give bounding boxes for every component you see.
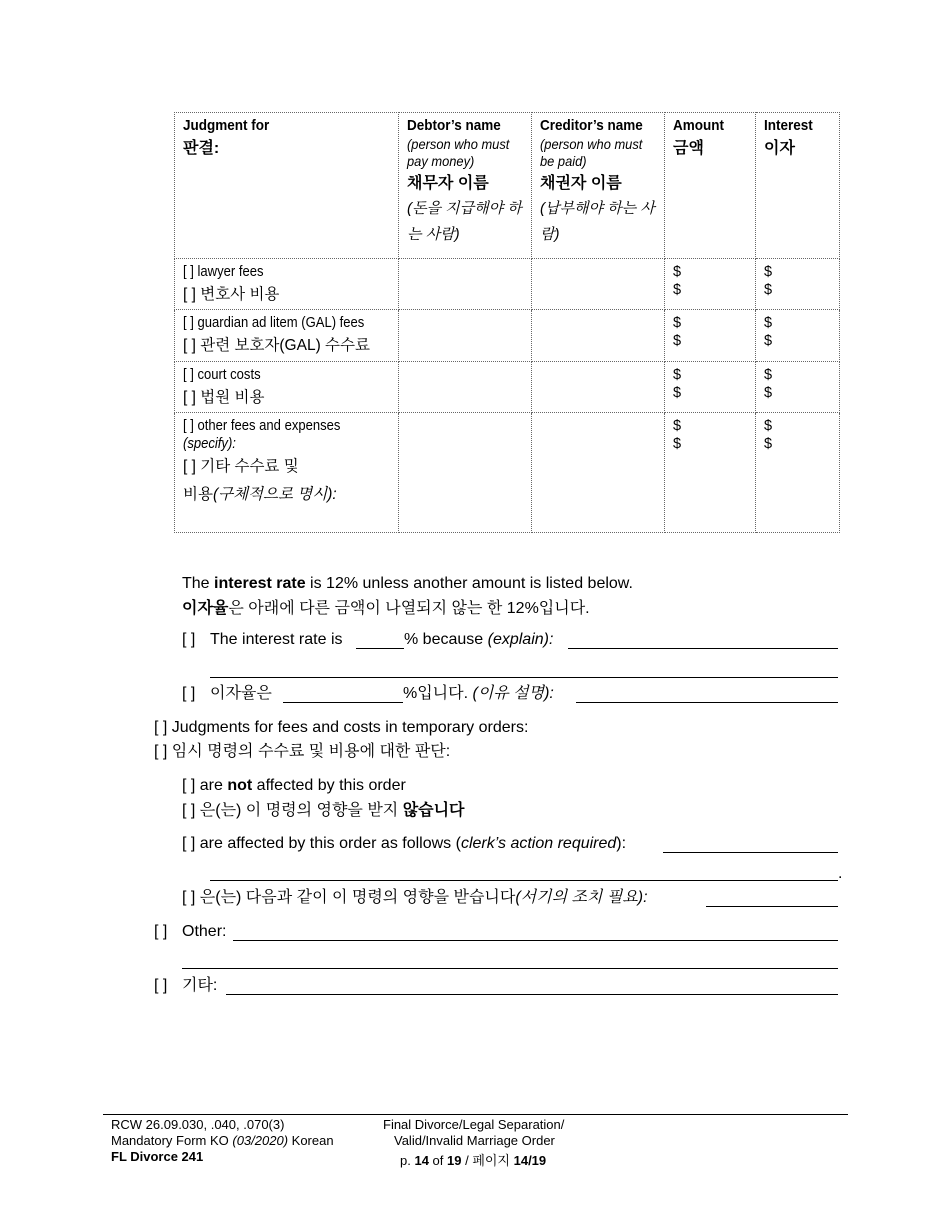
interest-option-ko-mid-text: %입니다. xyxy=(403,685,473,702)
header-creditor-sub: (person who must be paid) xyxy=(540,135,643,170)
footer-rcw: RCW 26.09.030, .040, .070(3) xyxy=(111,1117,285,1132)
dollar-sign: $ xyxy=(764,315,773,332)
debtor-cell[interactable] xyxy=(399,412,532,532)
interest-rate-statement-ko xyxy=(182,599,590,619)
header-creditor xyxy=(532,113,665,259)
header-debtor-ko: 채무자 이름 xyxy=(407,174,489,192)
judgment-cell[interactable] xyxy=(175,259,399,310)
row-label-en: [ ] other fees and expenses xyxy=(183,417,341,434)
footer-page-ko: 14/19 xyxy=(513,1153,547,1168)
header-judgment-ko: 판결: xyxy=(183,139,220,157)
footer-divider xyxy=(103,1114,848,1115)
table-row-court-costs xyxy=(175,361,840,412)
footer-page-num: 14 xyxy=(414,1153,429,1168)
amount-cell[interactable] xyxy=(665,310,756,361)
interest-option-ko-pre: 이자율은 xyxy=(210,685,272,702)
table-row-lawyer-fees xyxy=(175,259,840,310)
temporary-orders-heading-ko: [ ] 임시 명령의 수수료 및 비용에 대한 판단: xyxy=(154,743,451,760)
table-row-gal-fees xyxy=(175,310,840,361)
affected-ko-italic: (서기의 조치 필요): xyxy=(515,889,648,906)
not-affected-ko-bold: 않습니다 xyxy=(402,802,465,819)
explain-blank-2[interactable] xyxy=(210,677,838,678)
footer-form xyxy=(111,1133,334,1149)
other-label-en: Other: xyxy=(182,923,227,940)
interest-rate-blank-ko[interactable] xyxy=(283,702,403,703)
row-label-ko2 xyxy=(183,485,390,505)
footer-page-ko-pre: / 페이지 xyxy=(461,1153,514,1168)
header-debtor-en: Debtor’s name xyxy=(407,117,501,134)
debtor-cell[interactable] xyxy=(399,361,532,412)
affected-en-italic: clerk’s action required xyxy=(460,835,617,852)
affected-option-en[interactable] xyxy=(182,834,626,854)
table-row-other-fees xyxy=(175,412,840,532)
judgment-cell[interactable] xyxy=(175,361,399,412)
header-judgment xyxy=(175,113,399,259)
other-blank-1[interactable] xyxy=(233,940,838,941)
dollar-sign: $ xyxy=(764,366,773,383)
not-affected-option-en[interactable] xyxy=(182,776,406,796)
not-affected-en-bold: not xyxy=(227,777,253,794)
interest-cell[interactable] xyxy=(756,310,840,361)
creditor-cell[interactable] xyxy=(532,259,665,310)
footer-page xyxy=(400,1153,546,1169)
affected-option-ko xyxy=(182,888,648,908)
affected-ko-pre: [ ] 은(는) 다음과 같이 이 명령의 영향을 받습니다 xyxy=(182,889,516,906)
footer-title-1: Final Divorce/Legal Separation/ xyxy=(383,1117,565,1132)
row-label-ko2-specify: (구체적으로 명시): xyxy=(212,486,337,504)
creditor-cell[interactable] xyxy=(532,310,665,361)
footer-form-pre: Mandatory Form KO xyxy=(111,1133,233,1148)
amount-cell[interactable] xyxy=(665,412,756,532)
dollar-sign: $ xyxy=(673,315,682,332)
affected-period: . xyxy=(838,865,843,882)
header-debtor xyxy=(399,113,532,259)
other-checkbox-en[interactable]: [ ] xyxy=(154,923,168,940)
amount-cell[interactable] xyxy=(665,259,756,310)
dollar-sign: $ xyxy=(764,384,773,401)
header-interest-en: Interest xyxy=(764,117,813,134)
footer-page-of: of xyxy=(428,1153,448,1168)
dollar-sign: $ xyxy=(673,333,682,350)
interest-option-en-explain: (explain): xyxy=(487,631,554,648)
row-label-en: [ ] lawyer fees xyxy=(183,264,264,280)
row-label-ko: [ ] 관련 보호자(GAL) 수수료 xyxy=(183,337,370,355)
interest-option-ko-mid xyxy=(403,684,554,704)
not-affected-ko-pre: [ ] 은(는) 이 명령의 영향을 받지 xyxy=(182,802,403,819)
header-judgment-en: Judgment for xyxy=(183,117,270,134)
other-blank-2[interactable] xyxy=(182,968,838,969)
dollar-sign: $ xyxy=(764,435,773,452)
judgment-cell[interactable] xyxy=(175,412,399,532)
dollar-sign: $ xyxy=(673,417,682,434)
dollar-sign: $ xyxy=(673,264,682,280)
affected-blank-2[interactable] xyxy=(210,880,838,881)
header-creditor-subko: (납부해야 하는 사람) xyxy=(540,199,655,243)
header-interest-ko: 이자 xyxy=(764,139,795,157)
header-debtor-subko: (돈을 지급해야 하는 사람) xyxy=(407,199,522,243)
affected-blank-1[interactable] xyxy=(663,852,838,853)
explain-blank-ko[interactable] xyxy=(576,702,838,703)
interest-option-checkbox-en[interactable]: [ ] xyxy=(182,631,196,648)
header-amount-en: Amount xyxy=(673,117,724,134)
interest-line1-post: is 12% unless another amount is listed below. xyxy=(305,575,633,592)
dollar-sign: $ xyxy=(673,366,682,383)
dollar-sign: $ xyxy=(764,417,773,434)
header-creditor-en: Creditor’s name xyxy=(540,117,643,134)
interest-option-ko-explain: (이유 설명): xyxy=(472,685,554,702)
interest-line2-bold: 이자율 xyxy=(182,600,229,617)
header-amount-ko: 금액 xyxy=(673,139,704,157)
header-amount xyxy=(665,113,756,259)
other-label-ko: 기타: xyxy=(182,977,218,994)
judgment-cell[interactable] xyxy=(175,310,399,361)
explain-blank-1[interactable] xyxy=(568,648,838,649)
amount-cell[interactable] xyxy=(665,361,756,412)
other-checkbox-ko[interactable]: [ ] xyxy=(154,977,168,994)
debtor-cell[interactable] xyxy=(399,310,532,361)
dollar-sign: $ xyxy=(764,282,773,298)
interest-cell[interactable] xyxy=(756,259,840,310)
interest-option-en-pre: The interest rate is xyxy=(210,631,343,648)
creditor-cell[interactable] xyxy=(532,361,665,412)
row-label-ko2-text: 비용 xyxy=(183,486,213,504)
affected-en-post: ): xyxy=(616,835,627,852)
debtor-cell[interactable] xyxy=(399,259,532,310)
row-label-en: [ ] guardian ad litem (GAL) fees xyxy=(183,315,365,332)
interest-line1-bold: interest rate xyxy=(214,575,306,592)
interest-line2-post: 은 아래에 다른 금액이 나열되지 않는 한 12%입니다. xyxy=(228,600,590,617)
header-interest xyxy=(756,113,840,259)
footer-form-id: FL Divorce 241 xyxy=(111,1149,204,1164)
affected-blank-ko[interactable] xyxy=(706,906,838,907)
not-affected-en-post: affected by this order xyxy=(252,777,406,794)
creditor-cell[interactable] xyxy=(532,412,665,532)
footer-page-total: 19 xyxy=(447,1153,462,1168)
row-label-specify: (specify): xyxy=(183,435,236,452)
interest-cell[interactable] xyxy=(756,412,840,532)
other-blank-ko[interactable] xyxy=(226,994,838,995)
header-creditor-ko: 채권자 이름 xyxy=(540,174,622,192)
table-header-row xyxy=(175,113,840,259)
interest-line1-pre: The xyxy=(182,575,215,592)
interest-cell[interactable] xyxy=(756,361,840,412)
dollar-sign: $ xyxy=(673,435,682,452)
interest-option-en-mid-text: % because xyxy=(404,631,488,648)
interest-option-en-mid xyxy=(404,630,553,650)
row-label-ko: [ ] 기타 수수료 및 xyxy=(183,458,299,476)
not-affected-en-pre: [ ] are xyxy=(182,777,228,794)
row-label-en: [ ] court costs xyxy=(183,366,261,383)
footer-form-post: Korean xyxy=(288,1133,334,1148)
row-label-ko: [ ] 법원 비용 xyxy=(183,388,265,406)
footer-title-2: Valid/Invalid Marriage Order xyxy=(394,1133,555,1148)
interest-rate-statement-en xyxy=(182,574,633,594)
row-label-ko: [ ] 변호사 비용 xyxy=(183,286,280,304)
not-affected-option-ko xyxy=(182,801,465,821)
dollar-sign: $ xyxy=(764,333,773,350)
footer-page-pre: p. xyxy=(400,1153,415,1168)
dollar-sign: $ xyxy=(673,282,682,298)
header-debtor-sub: (person who must pay money) xyxy=(407,135,510,170)
affected-en-pre: [ ] are affected by this order as follows ( xyxy=(182,835,461,852)
dollar-sign: $ xyxy=(764,264,773,280)
interest-rate-blank[interactable] xyxy=(356,648,404,649)
temporary-orders-heading-en[interactable]: [ ] Judgments for fees and costs in temporary orders: xyxy=(154,719,529,736)
judgment-table xyxy=(174,112,840,533)
interest-option-checkbox-ko[interactable]: [ ] xyxy=(182,685,196,702)
footer-form-date: (03/2020) xyxy=(232,1133,289,1148)
dollar-sign: $ xyxy=(673,384,682,401)
